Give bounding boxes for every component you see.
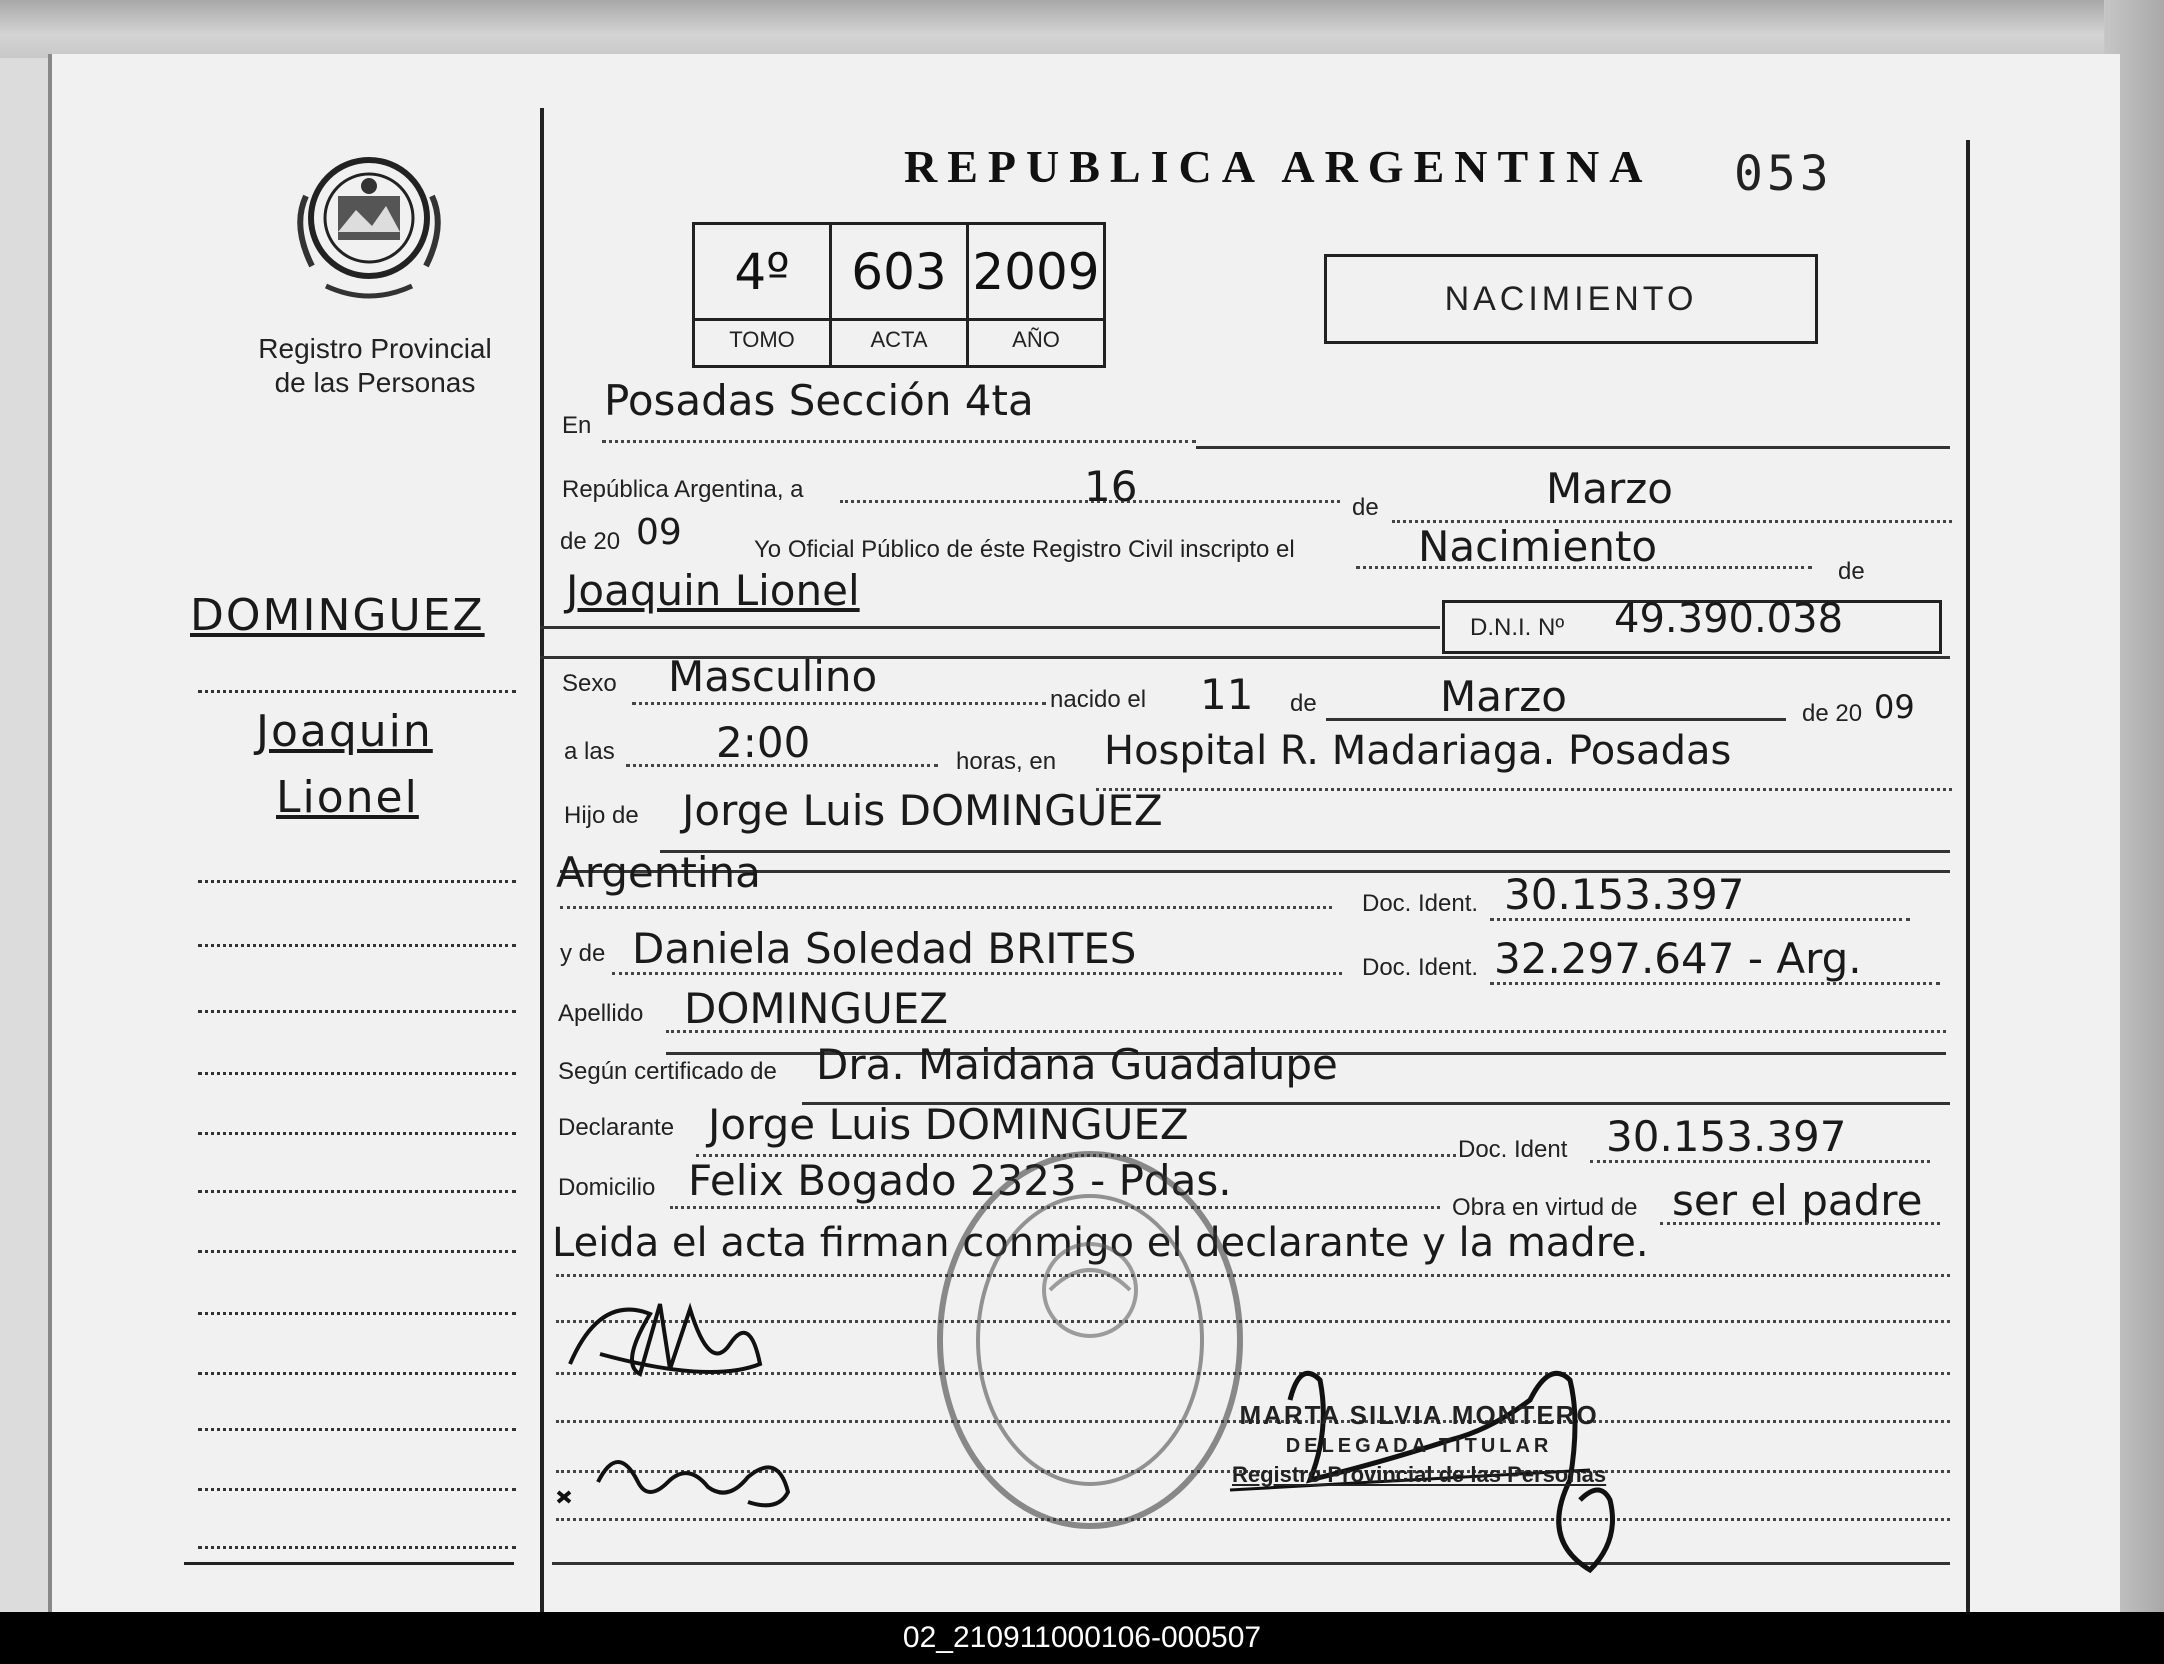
en-value: Posadas Sección 4ta: [604, 376, 1034, 425]
certificado-value: Dra. Maidana Guadalupe: [816, 1040, 1338, 1089]
stub-line: [198, 1428, 516, 1431]
right-border: [1966, 140, 1970, 1612]
solid-line: [1196, 446, 1950, 449]
day-value: 16: [1084, 462, 1138, 511]
en-label: En: [562, 412, 592, 439]
official-office: Registro Provincial de las Personas: [1232, 1462, 1607, 1487]
official-block: [1232, 1400, 1606, 1488]
alas-label: a las: [564, 738, 615, 765]
year2-prefix: de 20: [1802, 700, 1863, 727]
stub-line: [198, 880, 516, 883]
padre-value: Jorge Luis DOMINGUEZ: [682, 786, 1163, 835]
doc-label-3: Doc. Ident: [1458, 1136, 1568, 1163]
dotted-line: [560, 906, 1332, 909]
nacido-label: nacido el: [1050, 686, 1147, 713]
year-prefix: de 20: [560, 528, 621, 555]
closing-text: Leida el acta firman conmigo el declarante y la madre.: [552, 1220, 1649, 1266]
inscripto-value: Nacimiento: [1418, 522, 1658, 571]
image-id-footer: 02_210911000106-000507: [0, 1612, 2164, 1664]
padre-doc: 30.153.397: [1504, 870, 1745, 919]
declarante-value: Jorge Luis DOMINGUEZ: [708, 1100, 1189, 1149]
solid-line: [540, 626, 1440, 629]
record-type: NACIMIENTO: [1324, 254, 1818, 344]
dotted-line: [1490, 982, 1940, 985]
dotted-line: [666, 1030, 1946, 1033]
nacido-month: Marzo: [1440, 672, 1567, 721]
horas-label: horas, en: [956, 748, 1057, 775]
year2-value: 09: [1874, 688, 1915, 726]
dotted-line: [602, 440, 1196, 443]
dotted-line: [1660, 1222, 1940, 1225]
registry-stamp-icon: [920, 1140, 1260, 1540]
stub-line: [198, 1250, 516, 1253]
official-title: DELEGADA TITULAR: [1285, 1435, 1553, 1457]
declarante-label: Declarante: [558, 1114, 675, 1141]
obra-label: Obra en virtud de: [1452, 1194, 1638, 1221]
mother-signature-icon: [548, 1432, 828, 1522]
country-header: REPUBLICA ARGENTINA: [904, 141, 1653, 192]
stub-surname: DOMINGUEZ: [190, 590, 485, 641]
de-label-3: de: [1290, 690, 1317, 717]
stub-line: [198, 1546, 516, 1549]
dotted-line: [1096, 788, 1952, 791]
anio-value: 2009: [972, 243, 1100, 301]
de-label: de: [1352, 494, 1379, 521]
sexo-label: Sexo: [562, 670, 617, 697]
stub-line: [198, 1132, 516, 1135]
dotted-line: [1490, 918, 1910, 921]
dni-label: D.N.I. Nº: [1470, 614, 1565, 641]
padre-nationality: Argentina: [556, 848, 761, 897]
republica-label: República Argentina, a: [562, 476, 804, 503]
declarante-doc: 30.153.397: [1606, 1112, 1847, 1161]
stub-line: [198, 944, 516, 947]
dotted-line: [1590, 1160, 1930, 1163]
anio-label: AÑO: [969, 318, 1103, 353]
apellido-value: DOMINGUEZ: [684, 984, 949, 1033]
apellido-label: Apellido: [558, 1000, 644, 1027]
stub-line: [198, 1010, 516, 1013]
solid-line: [660, 850, 1950, 853]
provincial-seal-icon: [286, 136, 452, 306]
certificado-label: Según certificado de: [558, 1058, 777, 1085]
solid-line: [1326, 718, 1786, 721]
stub-line: [198, 1312, 516, 1315]
de-label-2: de: [1838, 558, 1865, 585]
dotted-line: [632, 702, 1046, 705]
lugar-value: Hospital R. Madariaga. Posadas: [1104, 728, 1732, 774]
registry-title: [210, 332, 540, 400]
registry-title-line1: Registro Provincial: [258, 333, 492, 364]
stub-line: [198, 1072, 516, 1075]
madre-value: Daniela Soledad BRITES: [632, 924, 1137, 973]
stub-line: [198, 1190, 516, 1193]
hijo-label: Hijo de: [564, 802, 639, 829]
page-number: 053: [1734, 146, 1833, 202]
stub-line: [198, 1488, 516, 1491]
acta-value: 603: [851, 243, 947, 301]
doc-label-2: Doc. Ident.: [1362, 954, 1479, 981]
anio-cell: [969, 225, 1103, 365]
record-id-box: [692, 222, 1106, 368]
book-binding-top: [0, 0, 2164, 58]
stub-given-name-1: Joaquin: [256, 706, 433, 757]
nacido-day: 11: [1200, 670, 1254, 719]
tomo-cell: [695, 225, 832, 365]
tomo-label: TOMO: [695, 318, 829, 353]
acta-cell: [832, 225, 969, 365]
doc-label-1: Doc. Ident.: [1362, 890, 1479, 917]
month-value: Marzo: [1546, 464, 1673, 513]
dotted-line: [612, 972, 1342, 975]
domicilio-label: Domicilio: [558, 1174, 656, 1201]
tomo-value: 4º: [734, 243, 790, 301]
year-value: 09: [636, 512, 682, 553]
sexo-value: Masculino: [668, 652, 878, 701]
stub-given-name-2: Lionel: [276, 772, 419, 823]
dni-value: 49.390.038: [1614, 596, 1844, 642]
madre-doc: 32.297.647 - Arg.: [1494, 934, 1862, 983]
official-name: MARTA SILVIA MONTERO: [1239, 1400, 1599, 1430]
acta-label: ACTA: [832, 318, 966, 353]
yde-label: y de: [560, 940, 606, 967]
stub-bottom-rule: [184, 1562, 514, 1565]
hora-value: 2:00: [716, 718, 811, 767]
stub-line: [198, 690, 516, 693]
obra-value: ser el padre: [1672, 1176, 1923, 1225]
declarant-signature-icon: [560, 1284, 800, 1394]
oficial-label: Yo Oficial Público de éste Registro Civil inscripto el: [754, 536, 1295, 563]
registry-title-line2: de las Personas: [274, 367, 476, 398]
stub-divider: [540, 108, 544, 1612]
domicilio-value: Felix Bogado 2323 - Pdas.: [688, 1156, 1232, 1205]
stub-line: [198, 1372, 516, 1375]
name-value: Joaquin Lionel: [566, 566, 860, 615]
